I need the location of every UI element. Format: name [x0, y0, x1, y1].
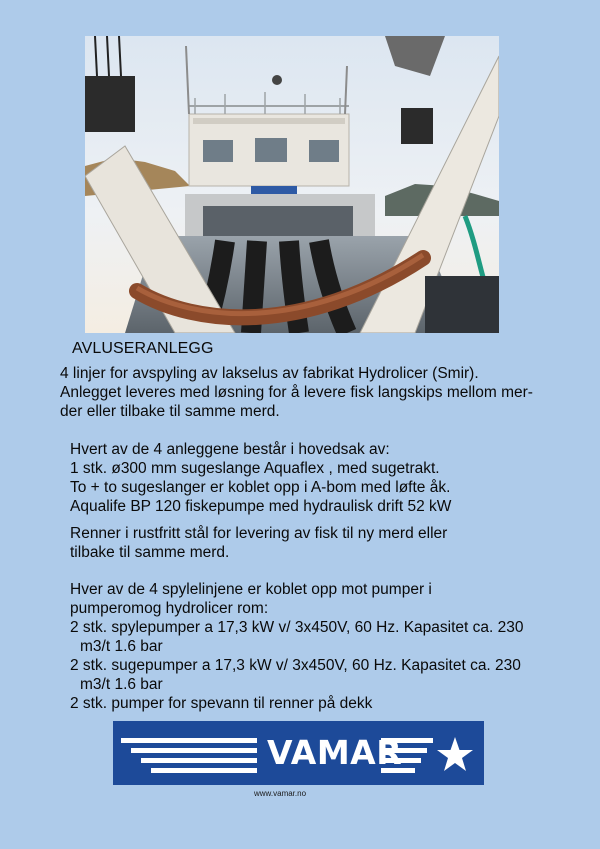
- intro-line: Anlegget leveres med løsning for å levere fisk langskips mellom mer-: [60, 384, 533, 401]
- renner-line: Renner i rustfritt stål for levering av fisk til ny merd eller: [70, 525, 448, 542]
- pumper-intro-line: pumperomog hydrolicer rom:: [70, 600, 269, 617]
- sugepumper-capacity: m3/t 1.6 bar: [80, 676, 163, 693]
- spylepumper-capacity: m3/t 1.6 bar: [80, 638, 163, 655]
- components-line: To + to sugeslanger er koblet opp i A-bom med løfte åk.: [70, 479, 451, 496]
- renner-paragraph: [70, 524, 447, 562]
- section-heading: AVLUSERANLEGG: [72, 340, 214, 357]
- logo-wordmark: VAMAR: [267, 733, 403, 772]
- sugepumper-line: 2 stk. sugepumper a 17,3 kW v/ 3x450V, 60 Hz. Kapasitet ca. 230: [70, 657, 521, 674]
- deck-illustration: [85, 36, 499, 333]
- vessel-deck-photo: [85, 36, 499, 333]
- components-line: 1 stk. ø300 mm sugeslange Aquaflex , med sugetrakt.: [70, 460, 440, 477]
- components-line: Aqualife BP 120 fiskepumpe med hydraulisk drift 52 kW: [70, 498, 452, 515]
- pumper-section: [70, 580, 523, 713]
- renner-line: tilbake til samme merd.: [70, 544, 230, 561]
- intro-line: 4 linjer for avspyling av lakselus av fabrikat Hydrolicer (Smir).: [60, 365, 479, 382]
- star-icon: [437, 737, 473, 771]
- intro-line: der eller tilbake til samme merd.: [60, 403, 280, 420]
- intro-paragraph: [60, 364, 533, 421]
- vamar-logo: [113, 721, 484, 785]
- components-line: Hvert av de 4 anleggene består i hovedsak av:: [70, 441, 390, 458]
- spylepumper-line: 2 stk. spylepumper a 17,3 kW v/ 3x450V, 60 Hz. Kapasitet ca. 230: [70, 619, 524, 636]
- website-url: www.vamar.no: [254, 789, 307, 798]
- components-list: [70, 440, 451, 516]
- pumper-intro-line: Hver av de 4 spylelinjene er koblet opp mot pumper i: [70, 581, 432, 598]
- spevann-line: 2 stk. pumper for spevann til renner på dekk: [70, 695, 373, 712]
